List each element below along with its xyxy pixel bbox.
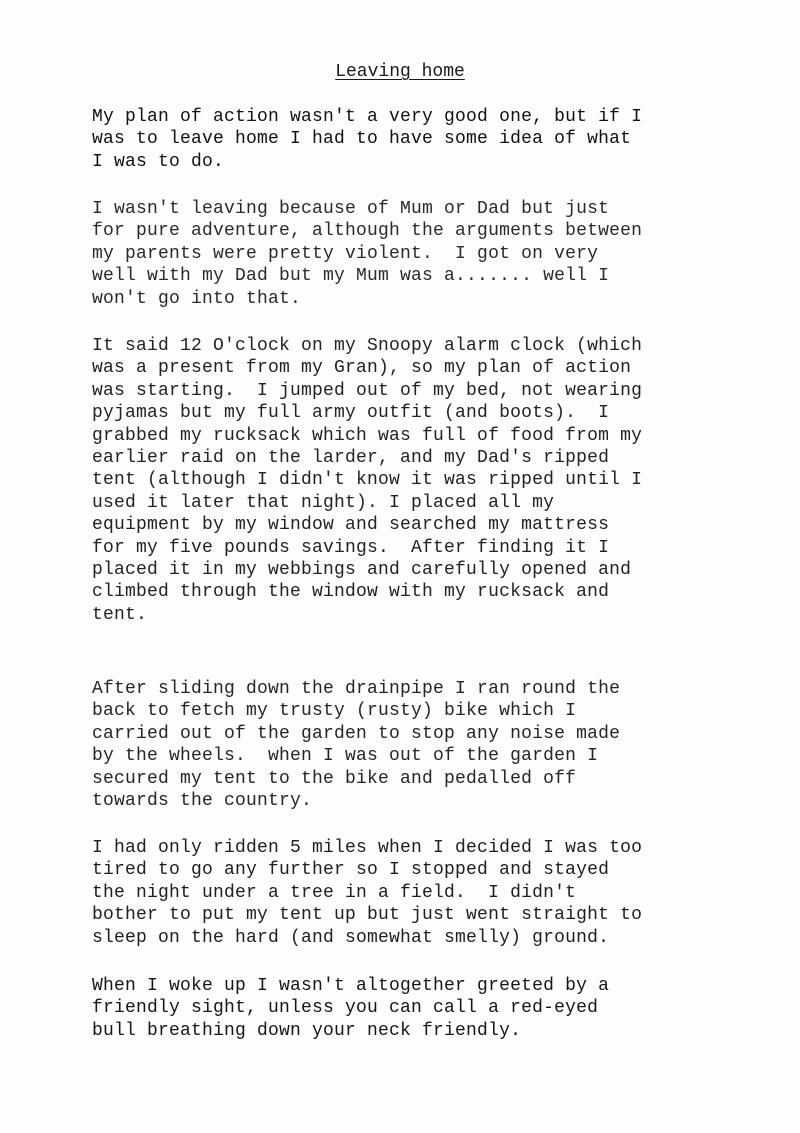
text-line: tired to go any further so I stopped and stayed: [92, 860, 610, 881]
text-line: for my five pounds savings. After finding it I: [92, 537, 610, 558]
text-line: equipment by my window and searched my mattress: [92, 515, 610, 536]
text-line: After sliding down the drainpipe I ran round the: [92, 679, 621, 699]
text-line: my parents were pretty violent. I got on very: [92, 243, 599, 264]
paragraph-night-in-field: [92, 837, 642, 949]
paragraph-midnight-escape: [92, 335, 642, 626]
text-line: When I woke up I wasn't altogether greeted by a: [92, 976, 610, 996]
text-line: I was to do.: [92, 151, 225, 172]
text-line: tent.: [92, 604, 148, 625]
text-line: was to leave home I had to have some idea of what: [92, 129, 632, 150]
text-line: well with my Dad but my Mum was a....... well I: [92, 266, 610, 287]
text-line: carried out of the garden to stop any noise made: [92, 723, 621, 744]
text-line: bother to put my tent up but just went straight to: [92, 905, 643, 926]
text-line: My plan of action wasn't a very good one, but if I: [92, 107, 643, 127]
text-line: back to fetch my trusty (rusty) bike which I: [92, 701, 577, 722]
text-line: I had only ridden 5 miles when I decided I was too: [92, 838, 643, 858]
text-line: for pure adventure, although the arguments between: [92, 221, 643, 242]
text-line: by the wheels. when I was out of the garden I: [92, 746, 599, 767]
text-line: sleep on the hard (and somewhat smelly) ground.: [92, 927, 610, 948]
text-line: was a present from my Gran), so my plan of action: [92, 358, 632, 379]
text-line: grabbed my rucksack which was full of food from my: [92, 425, 643, 446]
paragraph-plan-of-action: [92, 106, 642, 173]
text-line: won't go into that.: [92, 288, 302, 309]
text-line: was starting. I jumped out of my bed, not wearing: [92, 380, 643, 401]
paragraph-bike-ride: [92, 678, 620, 812]
paragraph-waking-up: [92, 975, 609, 1042]
paragraph-reason-for-leaving: [92, 198, 642, 310]
text-line: placed it in my webbings and carefully opened and: [92, 560, 632, 581]
text-line: climbed through the window with my rucksack and: [92, 582, 610, 603]
document-title: Leaving home: [335, 62, 465, 82]
text-line: friendly sight, unless you can call a red-eyed: [92, 998, 599, 1019]
text-line: secured my tent to the bike and pedalled off: [92, 768, 577, 789]
text-line: used it later that night). I placed all my: [92, 492, 555, 513]
text-line: bull breathing down your neck friendly.: [92, 1020, 522, 1041]
text-line: the night under a tree in a field. I didn't: [92, 882, 577, 903]
text-line: earlier raid on the larder, and my Dad's ripped: [92, 448, 610, 469]
text-line: pyjamas but my full army outfit (and boots). I: [92, 403, 610, 424]
text-line: tent (although I didn't know it was ripped until I: [92, 470, 643, 491]
text-line: towards the country.: [92, 791, 313, 812]
text-line: It said 12 O'clock on my Snoopy alarm clock (which: [92, 336, 643, 356]
text-line: I wasn't leaving because of Mum or Dad but just: [92, 199, 610, 219]
